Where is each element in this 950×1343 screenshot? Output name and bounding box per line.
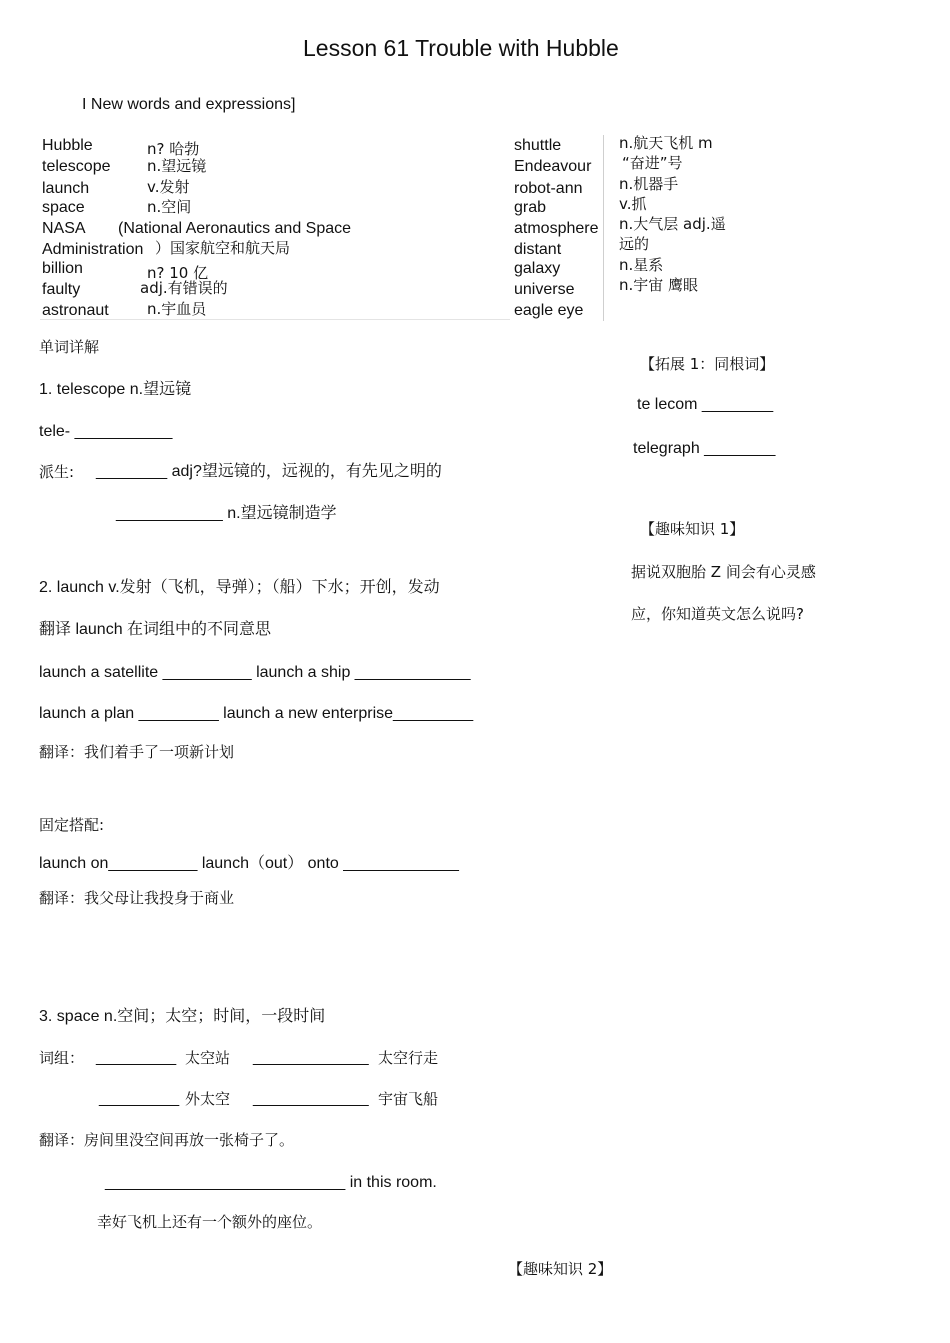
- fill-blank-line: launch a satellite __________ launch a ship _____________: [39, 664, 471, 681]
- fun-fact-heading: 【趣味知识 2】: [508, 1260, 613, 1278]
- vocab-definition: n.空间: [147, 198, 192, 216]
- fill-blank: _________: [99, 1090, 180, 1107]
- vocab-definition: n.宇宙 鹰眼: [619, 276, 699, 294]
- fun-fact-text: 据说双胞胎 Z 间会有心灵感: [631, 563, 816, 581]
- fill-blank-line: launch on__________ launch（out） onto _____________: [39, 855, 459, 872]
- vocab-word: robot-ann: [514, 180, 583, 197]
- vocab-definition: (National Aeronautics and Space: [118, 220, 352, 237]
- fill-blank-line: launch a plan _________ launch a new enterprise_________: [39, 705, 474, 722]
- vocab-word: telescope: [42, 158, 111, 175]
- vocab-definition: n? 10 亿: [147, 264, 209, 282]
- translate-prompt: 翻译：我们着手了一项新计划: [39, 743, 235, 761]
- item-heading: 1. telescope n.望远镜: [39, 381, 192, 398]
- phrase-text: 太空站: [185, 1049, 231, 1067]
- section-header: I New words and expressions]: [82, 96, 296, 113]
- vocab-definition: n.宇血员: [147, 300, 207, 318]
- vocab-word: Endeavour: [514, 158, 592, 175]
- vocab-word: distant: [514, 241, 562, 258]
- vocab-definition: n.星系: [619, 256, 664, 274]
- vocab-definition: v.发射: [147, 178, 190, 196]
- column-divider: [603, 135, 604, 321]
- fill-blank-line: ________ adj?望远镜的，远视的，有先见之明的: [96, 463, 442, 480]
- vocab-definition: n.航天飞机 m: [619, 134, 713, 152]
- vocab-definition: “奋进”号: [622, 154, 683, 172]
- vocab-definition: 远的: [619, 235, 650, 253]
- phrase-label: 词组：: [39, 1049, 85, 1067]
- vocab-word: galaxy: [514, 260, 561, 277]
- vocab-definition: v.抓: [619, 195, 647, 213]
- item-heading: 3. space n.空间；太空；时间，一段时间: [39, 1008, 326, 1025]
- phrase-text: 外太空: [185, 1090, 231, 1108]
- table-divider: [40, 319, 510, 320]
- vocab-word: shuttle: [514, 137, 562, 154]
- phrase-text: 宇宙飞船: [378, 1090, 439, 1108]
- fill-blank: _____________: [253, 1090, 369, 1107]
- extension-heading: 【拓展 1：同根词】: [640, 355, 775, 373]
- vocab-definition: n.大气层 adj.遥: [619, 215, 726, 233]
- translate-prompt: 翻译：房间里没空间再放一张椅子了。: [39, 1131, 295, 1149]
- fill-blank-line: ____________ n.望远镜制造学: [116, 505, 337, 522]
- vocab-word: launch: [42, 180, 90, 197]
- vocab-word: space: [42, 199, 85, 216]
- vocab-definition: n.机器手: [619, 175, 679, 193]
- fill-blank-line: te lecom ________: [637, 396, 774, 413]
- vocab-word: grab: [514, 199, 547, 216]
- vocab-word: atmosphere: [514, 220, 599, 237]
- vocab-word: eagle eye: [514, 302, 584, 319]
- fill-blank: _________: [96, 1049, 177, 1066]
- fun-fact-text: 应，你知道英文怎么说吗?: [631, 605, 804, 623]
- derive-label: 派生:: [39, 463, 75, 481]
- vocab-definition: adj.有错误的: [140, 279, 228, 297]
- fill-blank-line: tele- ___________: [39, 423, 173, 440]
- fun-fact-heading: 【趣味知识 1】: [640, 520, 745, 538]
- translate-prompt: 幸好飞机上还有一个额外的座位。: [97, 1213, 323, 1231]
- vocab-word: Hubble: [42, 137, 93, 154]
- fill-blank-line: telegraph ________: [633, 440, 776, 457]
- item-heading: 2. launch v.发射（飞机，导弹）；（船）下水；开创，发动: [39, 579, 440, 596]
- fill-blank: _____________: [253, 1049, 369, 1066]
- section-heading: 单词详解: [39, 338, 100, 356]
- vocab-word: billion: [42, 260, 83, 277]
- instruction-text: 翻译 launch 在词组中的不同意思: [39, 621, 272, 638]
- fill-blank-line: ___________________________ in this room.: [105, 1174, 437, 1191]
- vocab-word: Administration: [42, 241, 144, 258]
- translate-prompt: 翻译：我父母让我投身于商业: [39, 889, 235, 907]
- vocab-word: universe: [514, 281, 575, 298]
- phrase-text: 太空行走: [378, 1049, 439, 1067]
- vocab-word: astronaut: [42, 302, 109, 319]
- vocab-definition: ）国家航空和航天局: [155, 239, 291, 257]
- vocab-definition: n? 哈勃: [147, 140, 200, 158]
- vocab-word: NASA: [42, 220, 86, 237]
- collocation-label: 固定搭配:: [39, 816, 105, 834]
- page-title: Lesson 61 Trouble with Hubble: [303, 35, 619, 61]
- vocab-definition: n.望远镜: [147, 157, 207, 175]
- vocab-word: faulty: [42, 281, 81, 298]
